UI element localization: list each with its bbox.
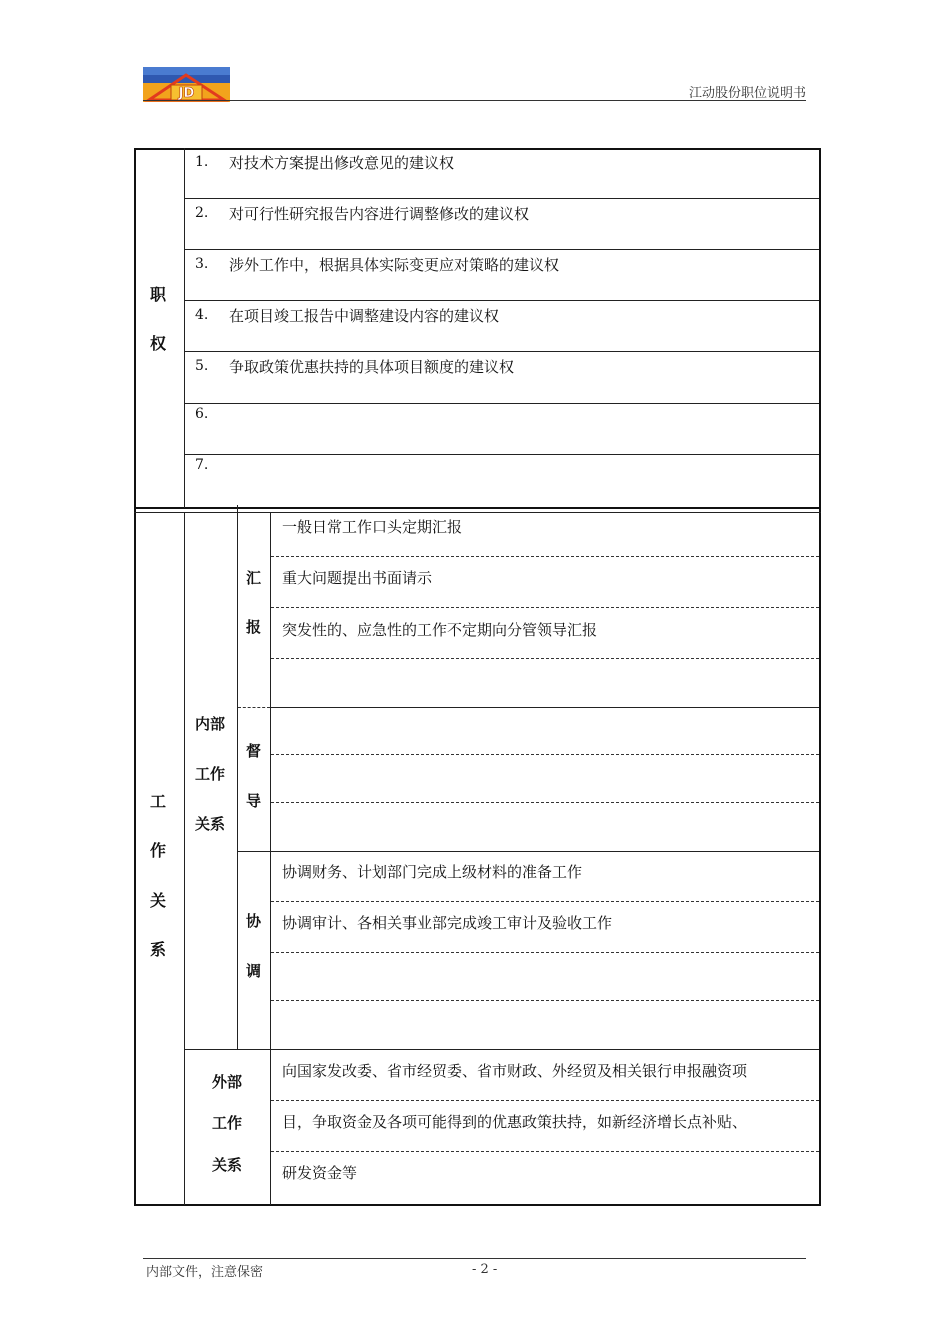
authority-row-line xyxy=(185,454,819,455)
logo-letters: JD xyxy=(178,86,195,101)
content-left-divider xyxy=(270,512,271,1205)
report-row-line xyxy=(271,607,819,608)
report-supervise-label-divider xyxy=(238,707,270,708)
internal-label-divider xyxy=(237,505,238,1049)
external-row-line xyxy=(271,1100,819,1101)
report-row-2: 重大问题提出书面请示 xyxy=(282,569,433,587)
table-right-border xyxy=(819,148,821,1206)
supervise-label-char-2: 导 xyxy=(246,792,262,810)
internal-label-line-2: 工作 xyxy=(195,765,226,783)
authority-row-line xyxy=(185,249,819,250)
internal-label-line-3: 关系 xyxy=(195,815,226,833)
table-left-border xyxy=(134,148,136,1206)
item-text: 对可行性研究报告内容进行调整修改的建议权 xyxy=(229,205,530,223)
item-number: 4. xyxy=(195,307,209,323)
external-label-line-2: 工作 xyxy=(212,1114,243,1132)
relations-label-char-2: 作 xyxy=(150,841,167,860)
authority-row-line xyxy=(185,198,819,199)
external-row-1: 向国家发改委、省市经贸委、省市财政、外经贸及相关银行申报融资项 xyxy=(282,1062,748,1080)
item-text: 争取政策优惠扶持的具体项目额度的建议权 xyxy=(229,358,515,376)
page-number: - 2 - xyxy=(472,1262,498,1277)
authority-row-line xyxy=(185,351,819,352)
supervise-row-line xyxy=(271,754,819,755)
report-label-char-1: 汇 xyxy=(246,569,262,587)
external-label-line-3: 关系 xyxy=(212,1156,243,1174)
internal-external-divider xyxy=(185,1049,819,1050)
item-number: 2. xyxy=(195,205,209,221)
coordinate-label-char-1: 协 xyxy=(246,912,262,930)
authority-row-line xyxy=(185,403,819,404)
report-row-line xyxy=(271,556,819,557)
confidentiality-note: 内部文件，注意保密 xyxy=(146,1265,264,1280)
item-text: 涉外工作中，根据具体实际变更应对策略的建议权 xyxy=(229,256,560,274)
item-text: 在项目竣工报告中调整建设内容的建议权 xyxy=(229,307,500,325)
authority-row-line xyxy=(185,300,819,301)
item-number: 1. xyxy=(195,154,209,170)
item-number: 3. xyxy=(195,256,209,272)
item-text: 对技术方案提出修改意见的建议权 xyxy=(229,154,455,172)
external-row-line xyxy=(271,1151,819,1152)
report-row-3: 突发性的、应急性的工作不定期向分管领导汇报 xyxy=(282,621,598,639)
authority-label-char-1: 职 xyxy=(150,285,167,304)
report-row-1: 一般日常工作口头定期汇报 xyxy=(282,518,463,536)
item-number: 6. xyxy=(195,406,209,422)
jd-logo-icon xyxy=(143,67,230,102)
table-bottom-border xyxy=(134,1204,821,1206)
relations-label-char-4: 系 xyxy=(150,940,167,959)
coordinate-row-line xyxy=(271,1000,819,1001)
table-top-border xyxy=(134,148,821,150)
authority-label-char-2: 权 xyxy=(150,334,167,353)
item-number: 7. xyxy=(195,457,209,473)
document-title: 江动股份职位说明书 xyxy=(688,86,806,101)
footer-divider xyxy=(143,1258,806,1259)
internal-label-line-1: 内部 xyxy=(195,715,226,733)
relations-label-char-1: 工 xyxy=(150,792,167,811)
header-divider xyxy=(143,100,806,101)
external-row-2: 目，争取资金及各项可能得到的优惠政策扶持，如新经济增长点补贴、 xyxy=(282,1113,748,1131)
external-row-3: 研发资金等 xyxy=(282,1164,358,1182)
coordinate-row-1: 协调财务、计划部门完成上级材料的准备工作 xyxy=(282,863,583,881)
coordinate-label-char-2: 调 xyxy=(246,962,262,980)
supervise-coordinate-divider xyxy=(238,851,819,852)
relations-label-divider xyxy=(184,512,185,1205)
supervise-label-char-1: 督 xyxy=(246,742,262,760)
supervise-row-line xyxy=(271,802,819,803)
relations-label-char-3: 关 xyxy=(150,891,167,910)
coordinate-row-line xyxy=(271,952,819,953)
external-label-line-1: 外部 xyxy=(212,1073,243,1091)
report-label-char-2: 报 xyxy=(246,618,262,636)
report-supervise-divider xyxy=(271,707,819,708)
item-number: 5. xyxy=(195,358,209,374)
coordinate-row-line xyxy=(271,901,819,902)
company-logo xyxy=(143,67,230,102)
report-row-line xyxy=(271,658,819,659)
coordinate-row-2: 协调审计、各相关事业部完成竣工审计及验收工作 xyxy=(282,914,613,932)
